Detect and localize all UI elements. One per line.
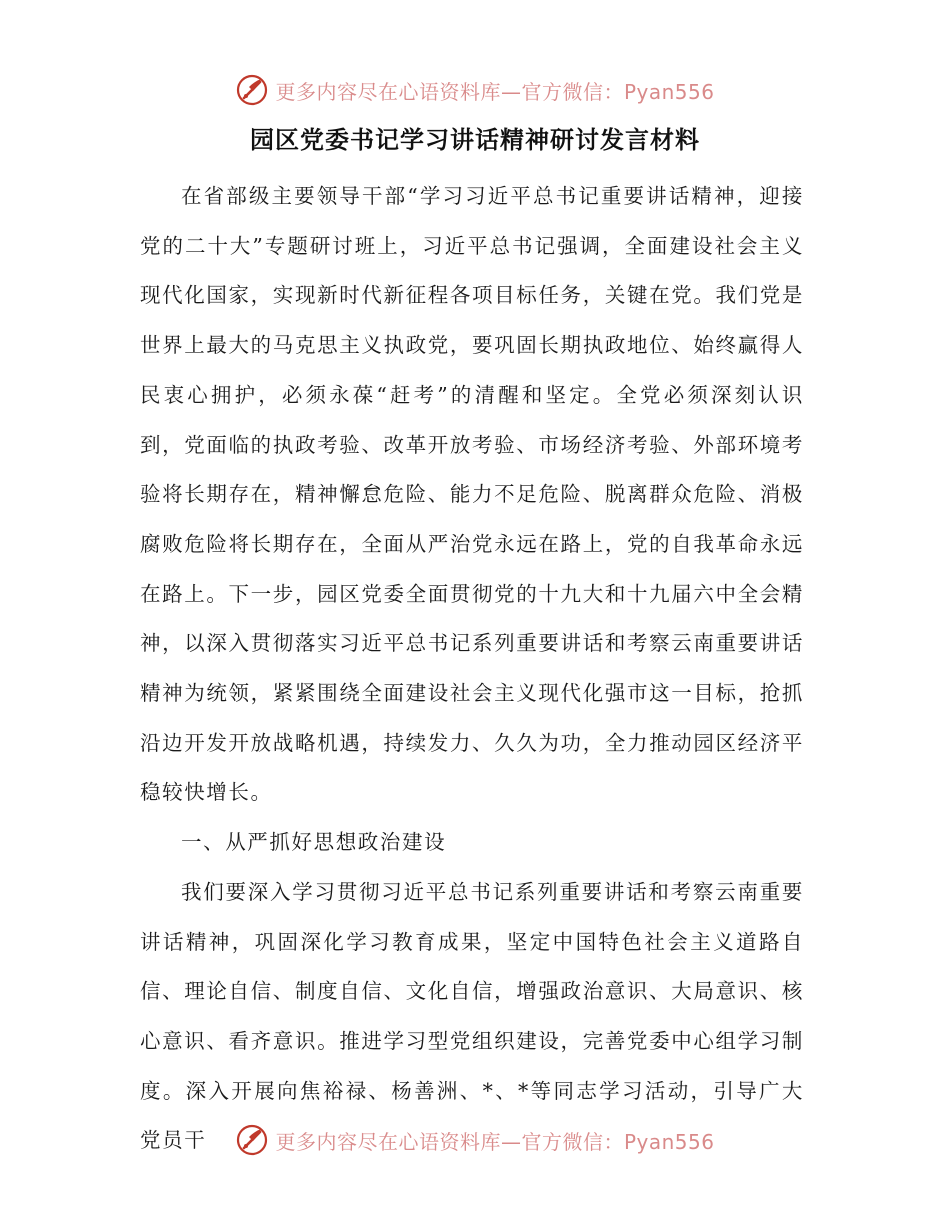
- intro-paragraph: 在省部级主要领导干部“学习习近平总书记重要讲话精神，迎接党的二十大”专题研讨班上，习近平总书记强调，全面建设社会主义现代化国家，实现新时代新征程各项目标任务，关键在党。我们党是世界上最大的马克思主义执政党，要巩固长期执政地位、始终赢得人民衷心拥护，必须永葆“赶考”的清醒和坚定。全党必须深刻认识到，党面临的执政考验、改革开放考验、市场经济考验、外部环境考验将长期存在，精神懈怠危险、能力不足危险、脱离群众危险、消极腐败危险将长期存在，全面从严治党永远在路上，党的自我革命永远在路上。下一步，园区党委全面贯彻党的十九大和十九届六中全会精神，以深入贯彻落实习近平总书记系列重要讲话和考察云南重要讲话精神为统领，紧紧围绕全面建设社会主义现代化强市这一目标，抢抓沿边开发开放战略机遇，持续发力、久久为功，全力推动园区经济平稳较快增长。: [140, 184, 804, 805]
- quill-seal-logo-icon: [235, 73, 269, 107]
- header-slogan: 更多内容尽在心语资料库—官方微信：Pyan556: [275, 79, 715, 104]
- footer-slogan: 更多内容尽在心语资料库—官方微信：Pyan556: [275, 1129, 715, 1154]
- document-title: 园区党委书记学习讲话精神研讨发言材料: [250, 126, 700, 154]
- footer-banner: [0, 1120, 950, 1160]
- quill-seal-logo-icon: [235, 1123, 269, 1157]
- section-heading: 一、从严抓好思想政治建设: [181, 830, 447, 855]
- document-body: [140, 172, 804, 1166]
- header-banner: [0, 70, 950, 110]
- body-paragraph: 我们要深入学习贯彻习近平总书记系列重要讲话和考察云南重要讲话精神，巩固深化学习教育成果，坚定中国特色社会主义道路自信、理论自信、制度自信、文化自信，增强政治意识、大局意识、核心意识、看齐意识。推进学习型党组织建设，完善党委中心组学习制度。深入开展向焦裕禄、杨善洲、*、*等同志学习活动，引导广大党员干: [140, 879, 804, 1153]
